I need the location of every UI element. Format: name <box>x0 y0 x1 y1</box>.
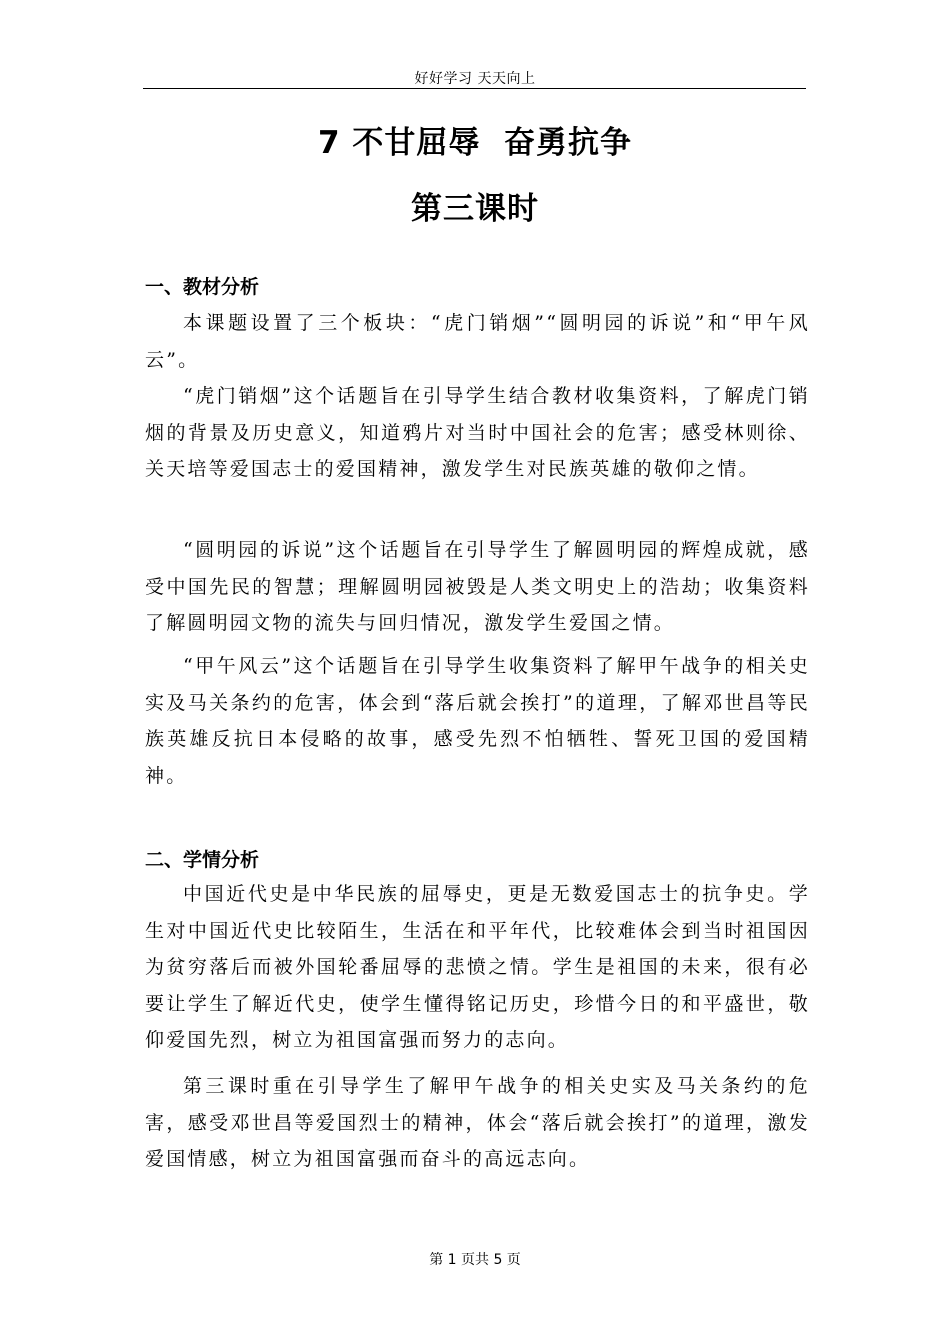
paragraph: 中国近代史是中华民族的屈辱史，更是无数爱国志士的抗争史。学生对中国近代史比较陌生，生活在和平年代，比较难体会到当时祖国因为贫穷落后而被外国轮番屈辱的悲愤之情。学生是祖国的未来，很有必要让学生了解近代史，使学生懂得铭记历史，珍惜今日的和平盛世，敬仰爱国先烈，树立为祖国富强而努力的志向。 <box>145 883 810 1051</box>
page-header: 好好学习 天天向上 <box>414 71 536 87</box>
section-heading-student-analysis: 二、学情分析 <box>145 849 260 871</box>
paragraph: 第三课时重在引导学生了解甲午战争的相关史实及马关条约的危害，感受邓世昌等爱国烈士的精神，体会“落后就会挨打”的道理，激发爱国情感，树立为祖国富强而奋斗的高远志向。 <box>145 1075 810 1170</box>
paragraph: “圆明园的诉说”这个话题旨在引导学生了解圆明园的辉煌成就，感受中国先民的智慧；理解圆明园被毁是人类文明史上的浩劫；收集资料了解圆明园文物的流失与回归情况，激发学生爱国之情。 <box>145 539 810 634</box>
paragraph: “虎门销烟”这个话题旨在引导学生结合教材收集资料，了解虎门销烟的背景及历史意义，知道鸦片对当时中国社会的危害；感受林则徐、关天培等爱国志士的爱国精神，激发学生对民族英雄的敬仰之情。 <box>145 385 810 480</box>
paragraph: “甲午风云”这个话题旨在引导学生收集资料了解甲午战争的相关史实及马关条约的危害，体会到“落后就会挨打”的道理，了解邓世昌等民族英雄反抗日本侵略的故事，感受先烈不怕牺牲、誓死卫国的爱国精神。 <box>145 655 810 787</box>
document-title: 7 不甘屈辱 奋勇抗争 <box>318 125 632 161</box>
page-footer: 第 1 页共 5 页 <box>429 1252 521 1268</box>
section-heading-textbook-analysis: 一、教材分析 <box>145 276 260 298</box>
header-divider <box>143 88 806 89</box>
paragraph: 本课题设置了三个板块：“虎门销烟”“圆明园的诉说”和“甲午风云”。 <box>145 312 810 371</box>
document-subtitle: 第三课时 <box>411 191 539 227</box>
